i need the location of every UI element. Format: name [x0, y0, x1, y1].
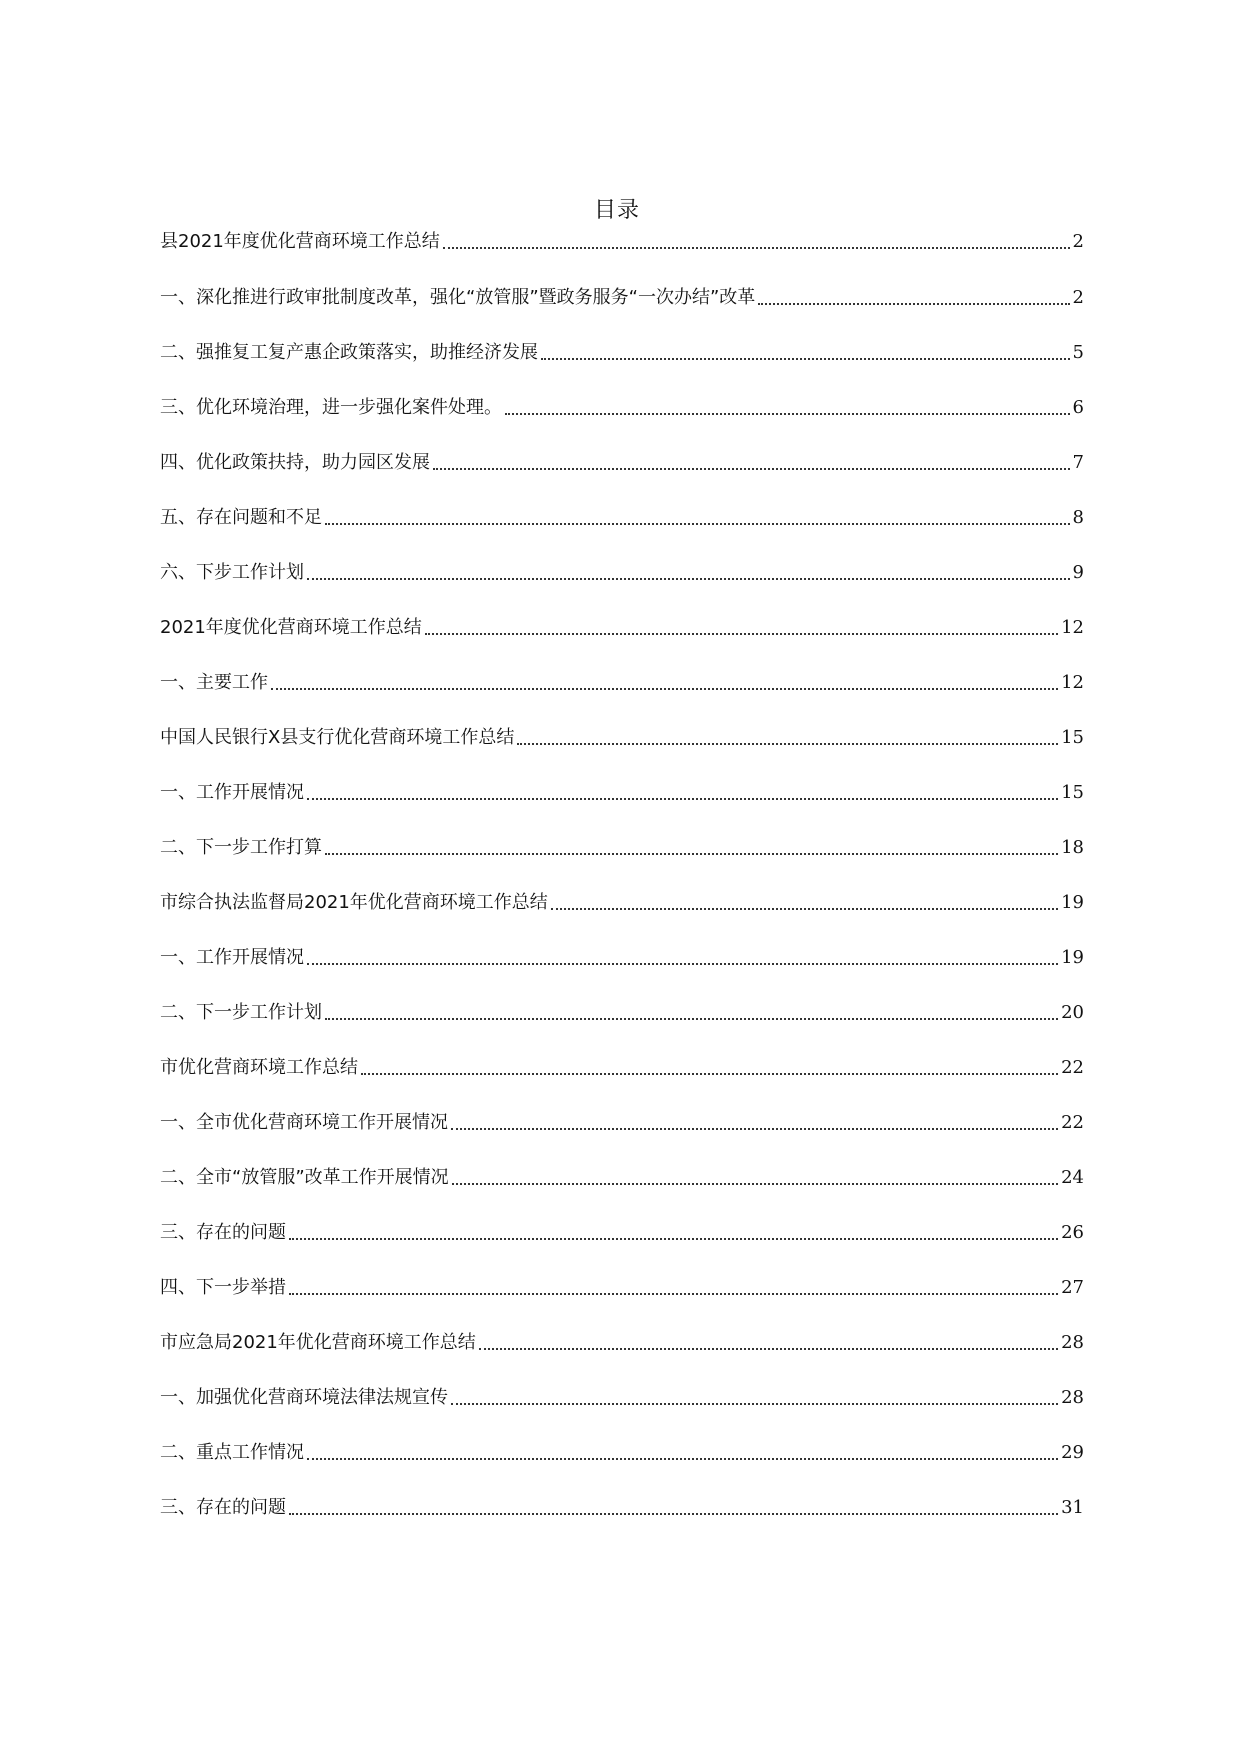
toc-entry[interactable] — [160, 1495, 1084, 1521]
toc-entry-label: 一、工作开展情况 — [160, 947, 304, 968]
toc-entry-label: 一、全市优化营商环境工作开展情况 — [160, 1112, 448, 1133]
toc-dot-leader — [433, 468, 1070, 470]
toc-entry-page-number: 2 — [1072, 287, 1084, 308]
toc-dot-leader — [443, 247, 1070, 249]
toc-entry-label: 市优化营商环境工作总结 — [160, 1057, 358, 1078]
toc-entry-label: 2021年度优化营商环境工作总结 — [160, 617, 422, 638]
toc-entry-page-number: 22 — [1061, 1112, 1084, 1133]
toc-entry-label: 一、深化推进行政审批制度改革，强化“放管服”暨政务服务“一次办结”改革 — [160, 287, 756, 308]
toc-entry-page-number: 31 — [1061, 1497, 1084, 1518]
toc-entry[interactable] — [160, 450, 1084, 476]
toc-entry-label: 二、强推复工复产惠企政策落实，助推经济发展 — [160, 342, 538, 363]
toc-dot-leader — [271, 688, 1058, 690]
toc-entry-page-number: 15 — [1061, 727, 1084, 748]
toc-entry[interactable] — [160, 1440, 1084, 1466]
toc-entry-label: 二、下一步工作打算 — [160, 837, 322, 858]
toc-entry-label: 一、工作开展情况 — [160, 782, 304, 803]
toc-entry-page-number: 24 — [1061, 1167, 1084, 1188]
toc-entry-label: 三、优化环境治理，进一步强化案件处理。 — [160, 397, 502, 418]
toc-entry-page-number: 9 — [1072, 562, 1084, 583]
toc-entry-page-number: 15 — [1061, 782, 1084, 803]
toc-entry-label: 四、下一步举措 — [160, 1277, 286, 1298]
toc-entry[interactable] — [160, 560, 1084, 586]
toc-entry-label: 五、存在问题和不足 — [160, 507, 322, 528]
toc-entry-page-number: 28 — [1061, 1387, 1084, 1408]
toc-dot-leader — [479, 1348, 1058, 1350]
toc-dot-leader — [361, 1073, 1058, 1075]
toc-entry-page-number: 2 — [1072, 231, 1084, 252]
toc-entry-label: 市综合执法监督局2021年优化营商环境工作总结 — [160, 892, 548, 913]
toc-entry[interactable] — [160, 945, 1084, 971]
toc-entry-page-number: 20 — [1061, 1002, 1084, 1023]
toc-dot-leader — [451, 1128, 1058, 1130]
toc-entry-label: 中国人民银行X县支行优化营商环境工作总结 — [160, 727, 515, 748]
toc-entry-page-number: 18 — [1061, 837, 1084, 858]
toc-entry[interactable] — [160, 1330, 1084, 1356]
toc-dot-leader — [325, 1018, 1058, 1020]
toc-entry-label: 县2021年度优化营商环境工作总结 — [160, 231, 440, 252]
toc-entry-page-number: 12 — [1061, 617, 1084, 638]
toc-entry[interactable] — [160, 615, 1084, 641]
toc-entry-label: 六、下步工作计划 — [160, 562, 304, 583]
toc-dot-leader — [289, 1513, 1058, 1515]
toc-dot-leader — [307, 798, 1058, 800]
toc-entry[interactable] — [160, 1275, 1084, 1301]
toc-dot-leader — [307, 578, 1070, 580]
toc-dot-leader — [289, 1293, 1058, 1295]
toc-entry-page-number: 6 — [1072, 397, 1084, 418]
toc-entry[interactable] — [160, 1220, 1084, 1246]
toc-entry[interactable] — [160, 670, 1084, 696]
toc-entry[interactable] — [160, 835, 1084, 861]
toc-list — [160, 229, 1084, 1550]
toc-entry[interactable] — [160, 1055, 1084, 1081]
toc-entry[interactable] — [160, 505, 1084, 531]
toc-entry-page-number: 26 — [1061, 1222, 1084, 1243]
toc-entry-page-number: 27 — [1061, 1277, 1084, 1298]
toc-entry-label: 三、存在的问题 — [160, 1222, 286, 1243]
toc-dot-leader — [758, 303, 1069, 305]
toc-entry[interactable] — [160, 285, 1084, 311]
toc-entry-page-number: 5 — [1072, 342, 1084, 363]
toc-entry-label: 市应急局2021年优化营商环境工作总结 — [160, 1332, 476, 1353]
toc-entry-page-number: 12 — [1061, 672, 1084, 693]
toc-dot-leader — [551, 908, 1058, 910]
toc-dot-leader — [325, 523, 1070, 525]
toc-entry-label: 二、全市“放管服”改革工作开展情况 — [160, 1167, 449, 1188]
toc-dot-leader — [289, 1238, 1058, 1240]
toc-dot-leader — [517, 743, 1058, 745]
toc-entry[interactable] — [160, 725, 1084, 751]
toc-entry-page-number: 19 — [1061, 947, 1084, 968]
toc-entry-page-number: 19 — [1061, 892, 1084, 913]
toc-entry[interactable] — [160, 1165, 1084, 1191]
toc-dot-leader — [452, 1183, 1058, 1185]
toc-entry[interactable] — [160, 890, 1084, 916]
toc-entry-page-number: 22 — [1061, 1057, 1084, 1078]
toc-entry-page-number: 29 — [1061, 1442, 1084, 1463]
toc-entry-label: 四、优化政策扶持，助力园区发展 — [160, 452, 430, 473]
toc-dot-leader — [307, 963, 1058, 965]
toc-entry[interactable] — [160, 340, 1084, 366]
toc-entry-label: 一、加强优化营商环境法律法规宣传 — [160, 1387, 448, 1408]
toc-entry[interactable] — [160, 229, 1084, 255]
toc-entry[interactable] — [160, 780, 1084, 806]
toc-dot-leader — [451, 1403, 1058, 1405]
toc-entry-label: 三、存在的问题 — [160, 1497, 286, 1518]
toc-dot-leader — [425, 633, 1058, 635]
toc-dot-leader — [307, 1458, 1058, 1460]
toc-entry[interactable] — [160, 1000, 1084, 1026]
toc-entry-label: 一、主要工作 — [160, 672, 268, 693]
toc-entry[interactable] — [160, 395, 1084, 421]
toc-entry-page-number: 8 — [1072, 507, 1084, 528]
toc-entry-page-number: 28 — [1061, 1332, 1084, 1353]
toc-title: 目录 — [593, 198, 640, 223]
toc-entry-page-number: 7 — [1072, 452, 1084, 473]
toc-entry[interactable] — [160, 1385, 1084, 1411]
toc-dot-leader — [325, 853, 1058, 855]
toc-dot-leader — [541, 358, 1070, 360]
toc-entry[interactable] — [160, 1110, 1084, 1136]
toc-dot-leader — [505, 413, 1070, 415]
toc-entry-label: 二、重点工作情况 — [160, 1442, 304, 1463]
toc-entry-label: 二、下一步工作计划 — [160, 1002, 322, 1023]
